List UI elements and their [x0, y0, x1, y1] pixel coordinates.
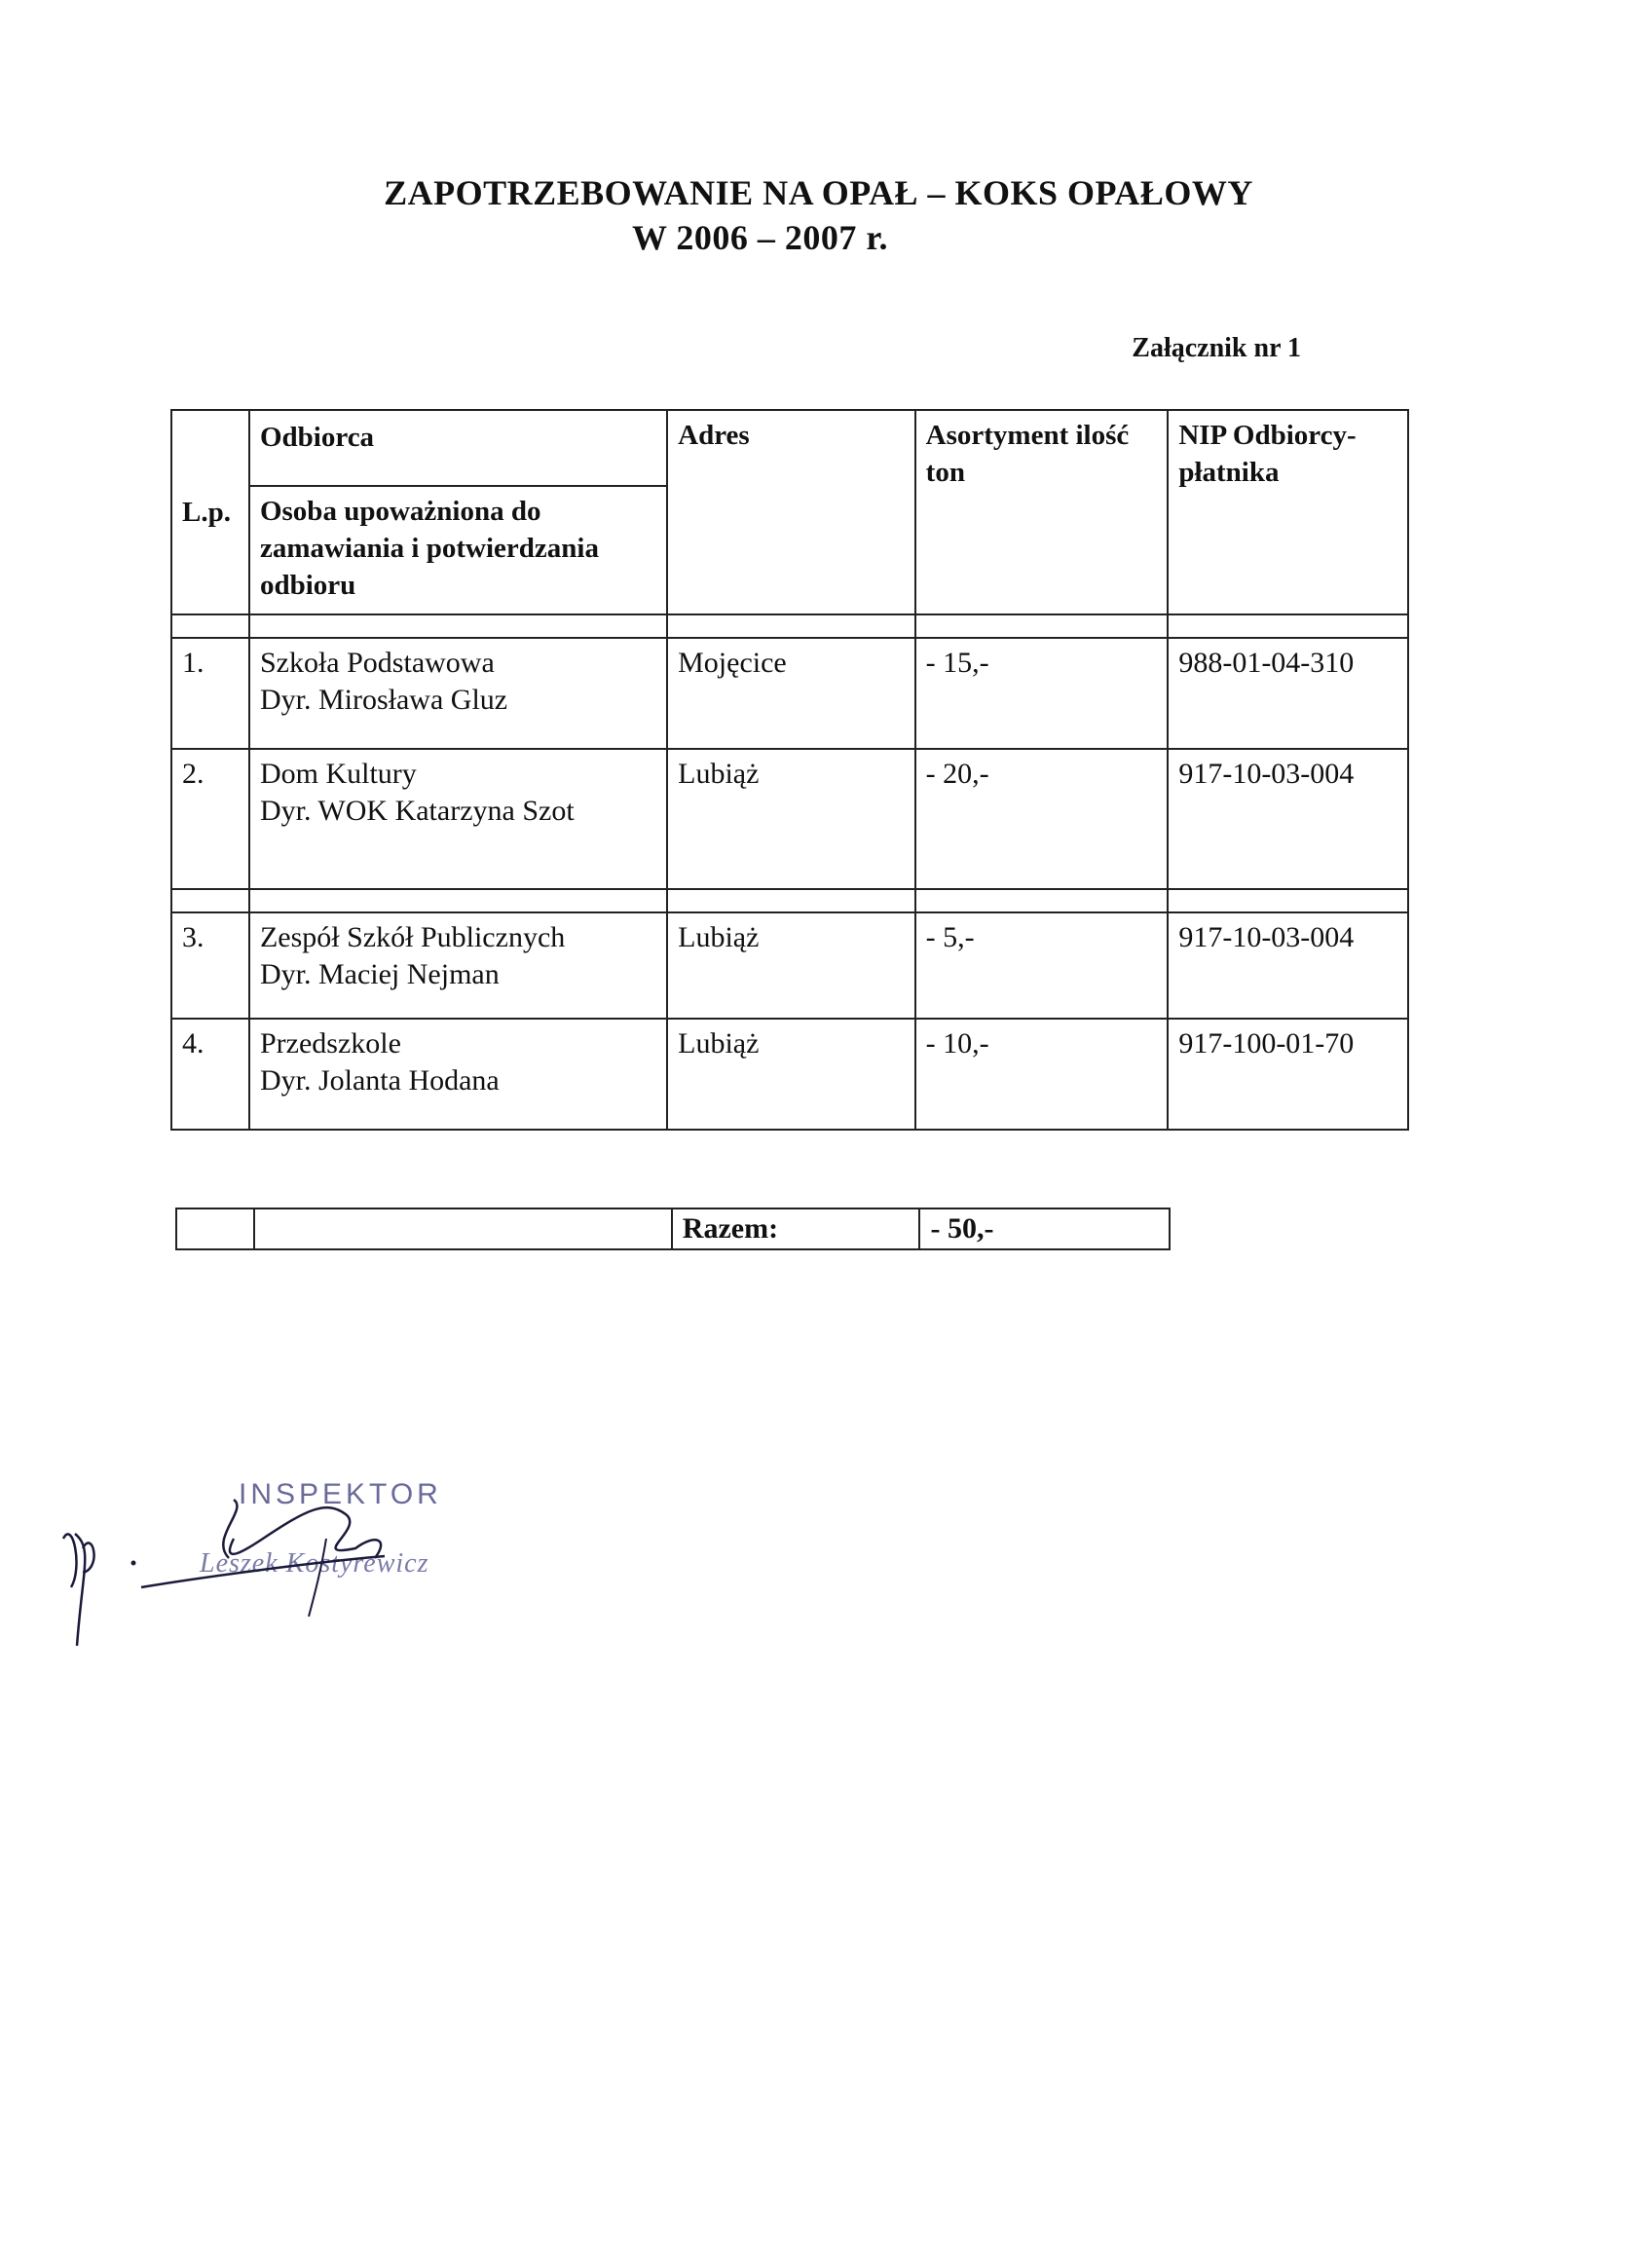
row-recipient — [249, 749, 667, 889]
recipient-name: Zespół Szkół Publicznych — [259, 921, 566, 953]
row-qty: - 10,- — [915, 1019, 1169, 1130]
header-recipient: Odbiorca — [259, 422, 375, 453]
row-recipient — [249, 1019, 667, 1130]
row-address: Lubiąż — [667, 1019, 915, 1130]
row-qty: - 15,- — [915, 638, 1169, 749]
row-nip: 988-01-04-310 — [1168, 638, 1408, 749]
header-lp: L.p. — [171, 410, 249, 614]
spacer-row — [171, 889, 1408, 912]
signature-prefix: z-ca — [54, 1468, 80, 1484]
row-lp: 4. — [171, 1019, 249, 1130]
annex-label: Załącznik nr 1 — [1132, 333, 1301, 363]
recipient-name: Szkoła Podstawowa — [259, 647, 495, 679]
total-value: - 50,- — [919, 1208, 1170, 1249]
row-address: Lubiąż — [667, 912, 915, 1019]
row-lp: 3. — [171, 912, 249, 1019]
recipient-name: Dom Kultury — [259, 758, 417, 790]
total-empty-2 — [254, 1208, 672, 1249]
document-title — [0, 170, 1637, 260]
recipient-person: Dyr. Jolanta Hodana — [259, 1064, 500, 1097]
title-line-1: ZAPOTRZEBOWANIE NA OPAŁ – KOKS OPAŁOWY — [384, 173, 1253, 212]
total-label: Razem: — [672, 1208, 920, 1249]
total-empty-1 — [176, 1208, 254, 1249]
total-row — [176, 1208, 1170, 1249]
title-line-2: W 2006 – 2007 r. — [631, 218, 889, 257]
stamp-name: Leszek Kostyrewicz — [200, 1548, 429, 1579]
demand-table — [170, 409, 1409, 1131]
header-address: Adres — [667, 410, 915, 614]
header-row — [171, 410, 1408, 614]
table-row — [171, 912, 1408, 1019]
header-authorized: Osoba upoważniona do zamawiania i potwierdzania odbioru — [250, 485, 666, 613]
row-recipient — [249, 638, 667, 749]
header-recipient-cell — [249, 410, 667, 614]
row-lp: 1. — [171, 638, 249, 749]
row-qty: - 20,- — [915, 749, 1169, 889]
row-nip: 917-10-03-004 — [1168, 749, 1408, 889]
row-nip: 917-100-01-70 — [1168, 1019, 1408, 1130]
row-nip: 917-10-03-004 — [1168, 912, 1408, 1019]
row-address: Lubiąż — [667, 749, 915, 889]
row-address: Mojęcice — [667, 638, 915, 749]
stamp-title: INSPEKTOR — [239, 1478, 442, 1510]
signature — [54, 1468, 502, 1655]
header-assortment: Asortyment ilość ton — [915, 410, 1169, 614]
table-row — [171, 749, 1408, 889]
row-recipient — [249, 912, 667, 1019]
table-row — [171, 638, 1408, 749]
recipient-person: Dyr. Maciej Nejman — [259, 958, 500, 990]
total-table — [175, 1208, 1171, 1250]
row-lp: 2. — [171, 749, 249, 889]
row-qty: - 5,- — [915, 912, 1169, 1019]
recipient-person: Dyr. WOK Katarzyna Szot — [259, 795, 575, 827]
spacer-row — [171, 614, 1408, 638]
table-row — [171, 1019, 1408, 1130]
header-nip: NIP Odbiorcy-płatnika — [1168, 410, 1408, 614]
recipient-person: Dyr. Mirosława Gluz — [259, 684, 508, 716]
recipient-name: Przedszkole — [259, 1027, 401, 1060]
